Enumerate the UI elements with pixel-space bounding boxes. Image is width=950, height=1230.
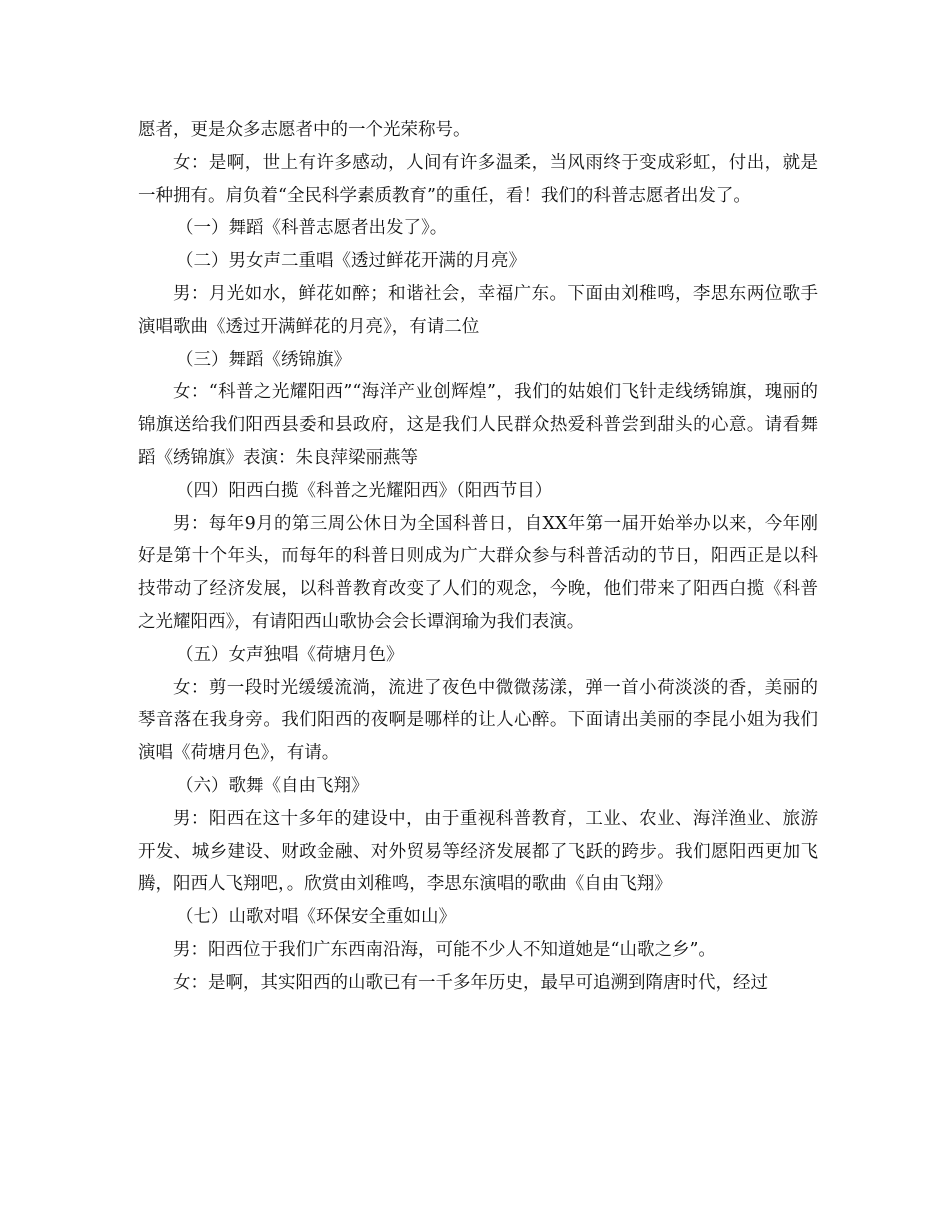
- program-item: （六）歌舞《自由飞翔》: [176, 775, 369, 796]
- program-item: （二）男女声二重唱《透过鲜花开满的月亮》: [176, 251, 526, 272]
- paragraph: 女：“科普之光耀阳西”“海洋产业创辉煌”，我们的姑娘们飞针走线绣锦旗，瑰丽的锦旗送给我们阳西县委和县政府，这是我们人民群众热爱科普尝到甜头的心意。请看舞蹈《绣锦旗》表演：朱良萍梁丽燕等: [138, 382, 818, 468]
- paragraph: 女：是啊，世上有许多感动，人间有许多温柔，当风雨终于变成彩虹，付出，就是一种拥有。肩负着“全民科学素质教育”的重任，看！我们的科普志愿者出发了。: [138, 152, 818, 206]
- program-item: （一）舞蹈《科普志愿者出发了》。: [176, 218, 448, 239]
- paragraph: 男：月光如水，鲜花如醉；和谐社会，幸福广东。下面由刘稚鸣，李思东两位歌手演唱歌曲《透过开满鲜花的月亮》，有请二位: [138, 283, 818, 337]
- program-item: （七）山歌对唱《环保安全重如山》: [176, 907, 456, 928]
- paragraph: 女：是啊，其实阳西的山歌已有一千多年历史，最早可追溯到隋唐时代，经过: [173, 972, 768, 993]
- program-item: （五）女声独唱《荷塘月色》: [176, 644, 404, 665]
- paragraph: 女：剪一段时光缓缓流淌，流进了夜色中微微荡漾，弹一首小荷淡淡的香，美丽的琴音落在我身旁。我们阳西的夜啊是哪样的让人心醉。下面请出美丽的李昆小姐为我们演唱《荷塘月色》，有请。: [138, 677, 818, 764]
- paragraph: 男：阳西在这十多年的建设中，由于重视科普教育，工业、农业、海洋渔业、旅游开发、城乡建设、财政金融、对外贸易等经济发展都了飞跃的跨步。我们愿阳西更加飞腾，阳西人飞翔吧，。欣赏由刘稚鸣，李思东演唱的歌曲《自由飞翔》: [138, 808, 818, 895]
- program-item: （四）阳西白揽《科普之光耀阳西》（阳西节目）: [176, 480, 553, 501]
- document-body: [138, 114, 818, 1000]
- paragraph: 男：阳西位于我们广东西南沿海，可能不少人不知道她是“山歌之乡”。: [173, 939, 716, 960]
- program-item: （三）舞蹈《绣锦旗》: [176, 349, 351, 370]
- paragraph: 男：每年9月的第三周公休日为全国科普日，自XX年第一届开始举办以来，今年刚好是第十个年头，而每年的科普日则成为广大群众参与科普活动的节日，阳西正是以科技带动了经济发展，以科普教育改变了人们的观念，今晚，他们带来了阳西白揽《科普之光耀阳西》，有请阳西山歌协会会长谭润瑜为我们表演。: [138, 513, 818, 632]
- paragraph: 愿者，更是众多志愿者中的一个光荣称号。: [138, 120, 471, 140]
